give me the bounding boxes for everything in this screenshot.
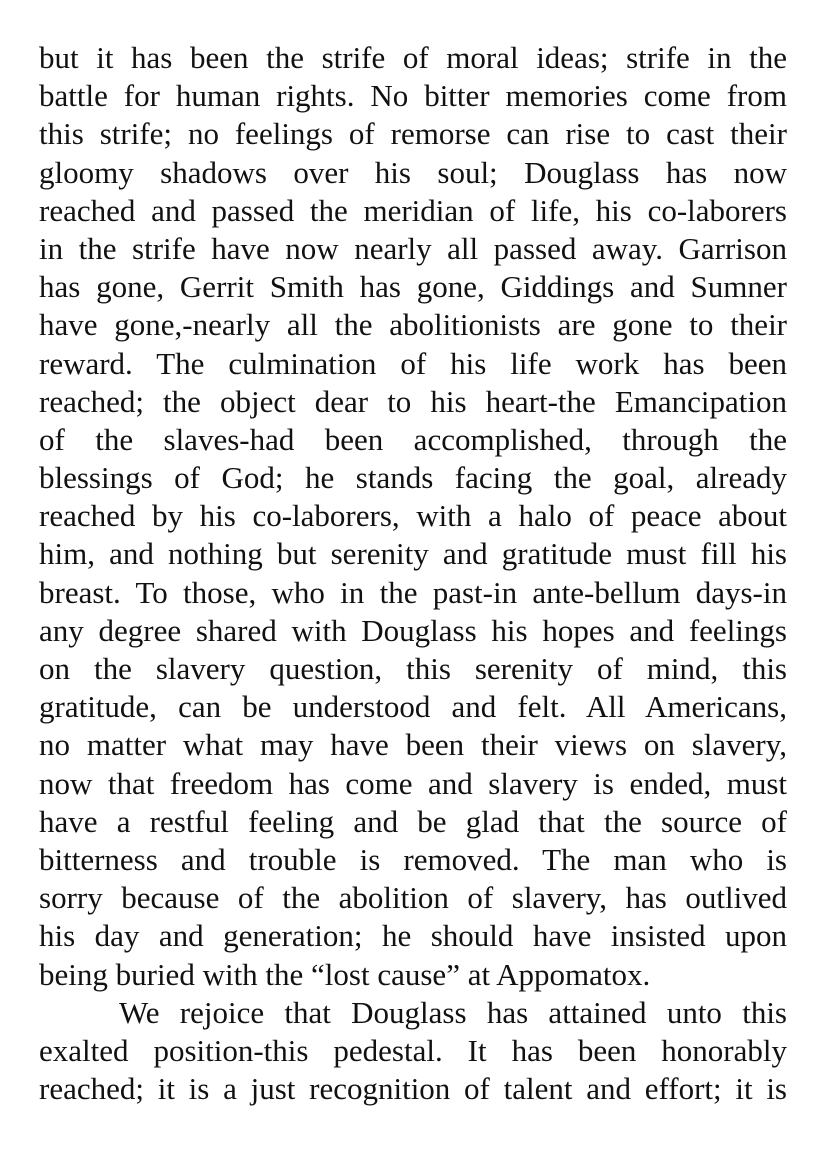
text-line: in the strife have now nearly all passed away. Garrison [39, 230, 787, 266]
text-line: exalted position-this pedestal. It has been honorably [39, 1032, 787, 1068]
text-line: any degree shared with Douglass his hopes and feelings [39, 612, 787, 648]
text-line: on the slavery question, this serenity of mind, this [39, 651, 787, 686]
document-page [39, 39, 787, 1108]
text-line: has gone, Gerrit Smith has gone, Giddings and Sumner [39, 269, 787, 305]
text-line: battle for human rights. No bitter memories come from [39, 78, 787, 114]
text-line: reached; the object dear to his heart-the Emancipation [39, 383, 787, 419]
text-line: him, and nothing but serenity and gratitude must fill his [39, 536, 787, 572]
text-line: reward. The culmination of his life work has been [39, 345, 787, 381]
text-line: being buried with the “lost cause” at Appomatox. [39, 956, 651, 992]
text-line: now that freedom has come and slavery is ended, must [39, 765, 787, 801]
text-line: breast. To those, who in the past-in ante-bellum days-in [39, 574, 787, 610]
text-line: We rejoice that Douglass has attained unto this [119, 994, 787, 1030]
text-line: reached and passed the meridian of life, his co-laborers [39, 192, 787, 228]
text-line: this strife; no feelings of remorse can rise to cast their [39, 116, 787, 152]
text-line: his day and generation; he should have insisted upon [39, 918, 787, 954]
text-line: blessings of God; he stands facing the goal, already [39, 460, 787, 496]
paragraph-1 [39, 39, 787, 994]
text-line: have gone,-nearly all the abolitionists are gone to their [39, 307, 787, 343]
paragraph-2 [39, 994, 787, 1109]
text-line: reached; it is a just recognition of talent and effort; it is [39, 1071, 787, 1107]
text-line: of the slaves-had been accomplished, through the [39, 421, 787, 457]
text-line: reached by his co-laborers, with a halo of peace about [39, 498, 787, 534]
text-line: but it has been the strife of moral ideas; strife in the [39, 40, 787, 75]
text-line: sorry because of the abolition of slavery, has outlived [39, 880, 787, 916]
text-line: have a restful feeling and be glad that the source of [39, 803, 787, 839]
text-line: no matter what may have been their views on slavery, [39, 727, 787, 763]
text-line: bitterness and trouble is removed. The man who is [39, 841, 787, 877]
text-line: gratitude, can be understood and felt. All Americans, [39, 689, 787, 725]
text-line: gloomy shadows over his soul; Douglass has now [39, 154, 787, 190]
